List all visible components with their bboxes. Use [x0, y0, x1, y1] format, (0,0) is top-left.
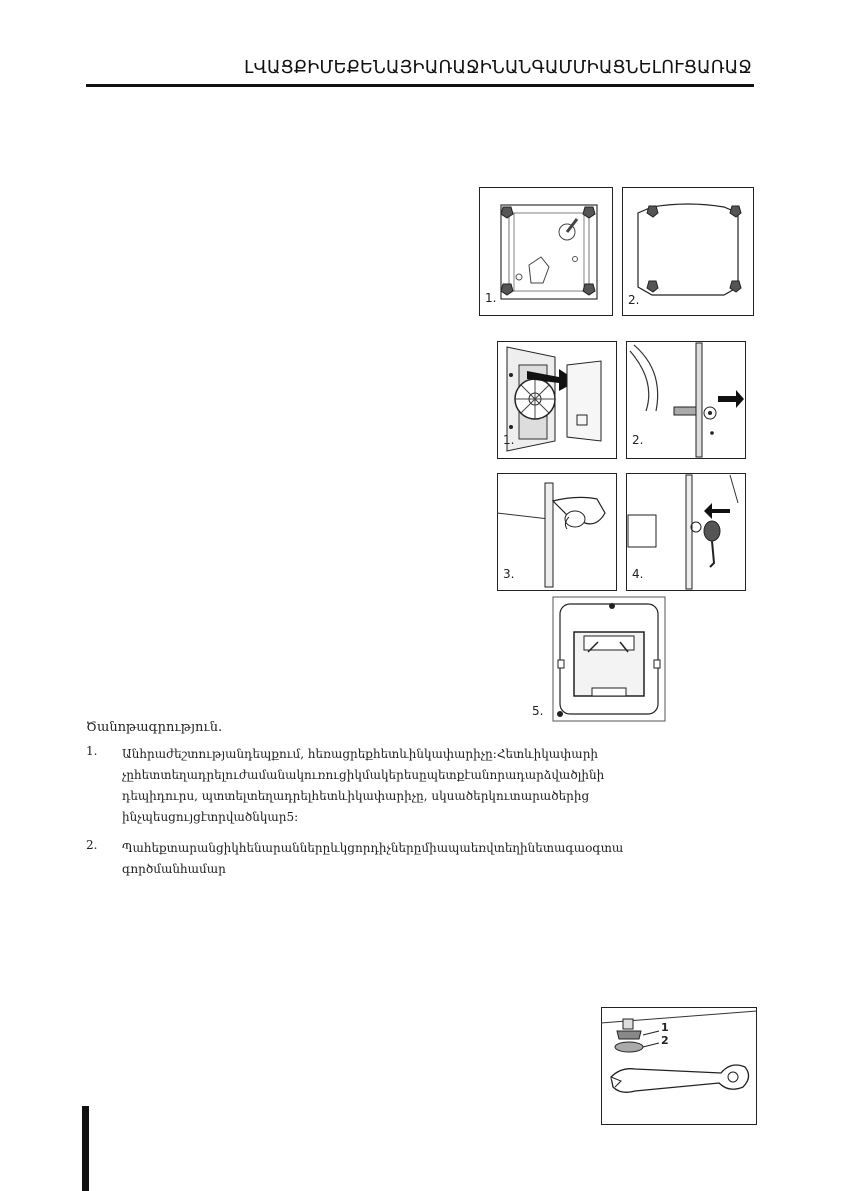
figure-label: 1.	[503, 433, 515, 447]
figure-label: 1.	[485, 291, 497, 305]
note-line: չըհետտեղադրելուժամանակուռուցիկմակերեսըպետքէանորադարձվածլինի	[122, 768, 605, 782]
wrench-label-1: 1	[661, 1021, 669, 1034]
figure-label: 2.	[628, 293, 640, 307]
step-figure-4	[626, 473, 746, 591]
notes-title: Ծանոթագրություն.	[86, 720, 223, 735]
page-edge-bar	[82, 1106, 89, 1191]
note-line: Պահեքտարանցիկհենարաններըևկցորդիչներըմիապաեռվտեղինետագաօգտա	[122, 841, 624, 855]
step-figure-5	[528, 596, 668, 722]
note-number: 2.	[86, 838, 98, 852]
note-line: գործմանհամար	[122, 862, 226, 876]
wrench-figure	[601, 1007, 757, 1125]
figure-label: 3.	[503, 567, 515, 581]
figure-label: 4.	[632, 567, 644, 581]
wrench-label-2: 2	[661, 1034, 669, 1047]
base-view-figure-1	[479, 187, 613, 316]
note-number: 1.	[86, 744, 98, 758]
note-line: ինչպեսցույցէտրվածնկար5:	[122, 810, 299, 824]
figure-label: 2.	[632, 433, 644, 447]
step-figure-2	[626, 341, 746, 459]
note-body	[122, 744, 656, 828]
note-line: դեպիդուրս, պտտելտեղադրելհետևիկափարիչը, սկսածերկուտարածերից	[122, 789, 590, 803]
header-rule	[86, 84, 754, 87]
figure-label: 5.	[532, 704, 544, 718]
step-figure-1	[497, 341, 617, 459]
note-body	[122, 838, 656, 880]
base-view-figure-2	[622, 187, 754, 316]
note-line: Անհրաժեշտությանդեպքում, հեռացրեքհետևինկափարիչը:Հետևիկափարի	[122, 747, 599, 761]
page-header-title: ԼՎԱՑՔԻՄԵՔԵՆԱՅԻԱՌԱՋԻՆԱՆԳԱՄՄԻԱՑՆԵԼՈՒՑԱՌԱՋ	[244, 58, 752, 78]
step-figure-3	[497, 473, 617, 591]
